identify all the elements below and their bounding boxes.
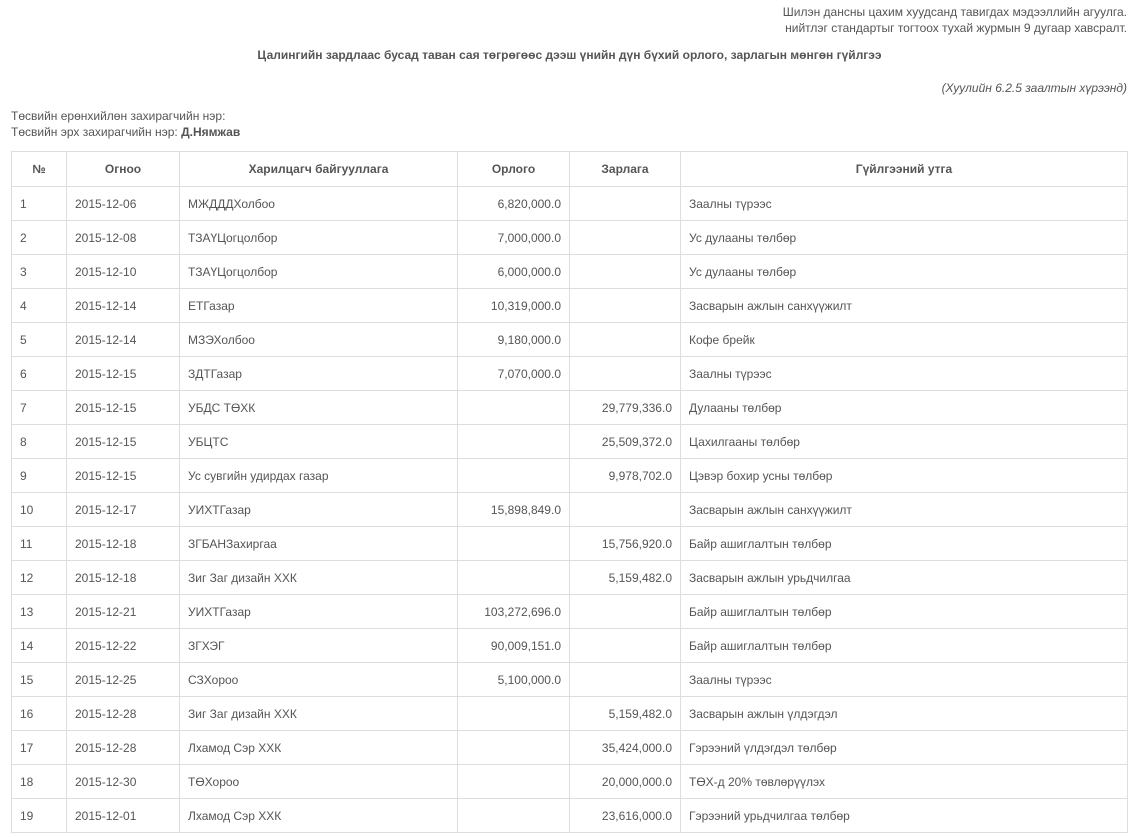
cell-date: 2015-12-22 (67, 629, 180, 663)
cell-income: 90,009,151.0 (458, 629, 570, 663)
law-reference: (Хуулийн 6.2.5 заалтын хүрээнд) (941, 81, 1127, 95)
page-title: Цалингийн зардлаас бусад таван сая төгрөгөөс дээш үнийн дүн бүхий орлого, зарлагын мөнгөн гүйлгээ (257, 48, 882, 62)
cell-date: 2015-12-06 (67, 187, 180, 221)
cell-description: Ус дулааны төлбөр (681, 255, 1128, 289)
cell-partner: Зиг Заг дизайн ХХК (180, 697, 458, 731)
cell-expense (570, 357, 681, 391)
cell-date: 2015-12-14 (67, 289, 180, 323)
table-row (12, 425, 1128, 459)
cell-number: 1 (12, 187, 67, 221)
cell-date: 2015-12-15 (67, 425, 180, 459)
column-header-number: № (12, 152, 67, 187)
cell-expense (570, 493, 681, 527)
cell-income: 9,180,000.0 (458, 323, 570, 357)
cell-description: Засварын ажлын үлдэгдэл (681, 697, 1128, 731)
cell-date: 2015-12-18 (67, 561, 180, 595)
cell-partner: ТЗАҮЦогцолбор (180, 221, 458, 255)
cell-number: 6 (12, 357, 67, 391)
cell-expense (570, 663, 681, 697)
cell-expense: 5,159,482.0 (570, 697, 681, 731)
cell-date: 2015-12-28 (67, 697, 180, 731)
cell-income (458, 391, 570, 425)
column-header-description: Гүйлгээний утга (681, 152, 1128, 187)
cell-description: Кофе брейк (681, 323, 1128, 357)
cell-partner: ЗГХЭГ (180, 629, 458, 663)
cell-partner: ТЗАҮЦогцолбор (180, 255, 458, 289)
cell-expense (570, 289, 681, 323)
table-row (12, 289, 1128, 323)
cell-partner: ЗДТГазар (180, 357, 458, 391)
table-row (12, 391, 1128, 425)
table-row (12, 527, 1128, 561)
cell-date: 2015-12-21 (67, 595, 180, 629)
cell-income (458, 425, 570, 459)
cell-income (458, 697, 570, 731)
direct-manager-name: Д.Нямжав (181, 125, 241, 139)
cell-income: 7,070,000.0 (458, 357, 570, 391)
cell-income (458, 459, 570, 493)
cell-expense (570, 255, 681, 289)
table-body (12, 187, 1128, 833)
cell-expense: 15,756,920.0 (570, 527, 681, 561)
direct-manager-row (11, 124, 240, 140)
cell-partner: ЕТГазар (180, 289, 458, 323)
cell-description: Гэрээний үлдэгдэл төлбөр (681, 731, 1128, 765)
cell-partner: Ус сувгийн удирдах газар (180, 459, 458, 493)
cell-number: 14 (12, 629, 67, 663)
cell-income (458, 561, 570, 595)
cell-partner: ТӨХороо (180, 765, 458, 799)
appendix-note (783, 4, 1127, 36)
cell-description: Заалны түрээс (681, 357, 1128, 391)
cell-description: Заалны түрээс (681, 663, 1128, 697)
column-header-partner: Харилцагч байгууллага (180, 152, 458, 187)
table-row (12, 357, 1128, 391)
table-row (12, 459, 1128, 493)
cell-income: 10,319,000.0 (458, 289, 570, 323)
cell-number: 18 (12, 765, 67, 799)
table-row (12, 493, 1128, 527)
cell-description: ТӨХ-д 20% төвлөрүүлэх (681, 765, 1128, 799)
cell-description: Засварын ажлын санхүүжилт (681, 289, 1128, 323)
cell-description: Ус дулааны төлбөр (681, 221, 1128, 255)
cell-description: Цэвэр бохир усны төлбөр (681, 459, 1128, 493)
cell-partner: МЗЭХолбоо (180, 323, 458, 357)
table-row (12, 629, 1128, 663)
cell-partner: Лхамод Сэр ХХК (180, 799, 458, 833)
cell-partner: УИХТГазар (180, 493, 458, 527)
cell-date: 2015-12-18 (67, 527, 180, 561)
cell-date: 2015-12-01 (67, 799, 180, 833)
cell-date: 2015-12-25 (67, 663, 180, 697)
cell-number: 8 (12, 425, 67, 459)
cell-expense (570, 595, 681, 629)
cell-number: 17 (12, 731, 67, 765)
cell-partner: Зиг Заг дизайн ХХК (180, 561, 458, 595)
cell-income: 103,272,696.0 (458, 595, 570, 629)
direct-manager-label: Төсвийн эрх захирагчийн нэр: (11, 125, 178, 139)
cell-expense: 5,159,482.0 (570, 561, 681, 595)
cell-expense: 29,779,336.0 (570, 391, 681, 425)
cell-number: 9 (12, 459, 67, 493)
cell-number: 7 (12, 391, 67, 425)
cell-date: 2015-12-28 (67, 731, 180, 765)
table-row (12, 731, 1128, 765)
cell-expense: 25,509,372.0 (570, 425, 681, 459)
cell-date: 2015-12-10 (67, 255, 180, 289)
cell-number: 5 (12, 323, 67, 357)
column-header-date: Огноо (67, 152, 180, 187)
table-row (12, 255, 1128, 289)
cell-partner: СЗХороо (180, 663, 458, 697)
cell-number: 16 (12, 697, 67, 731)
cell-description: Засварын ажлын санхүүжилт (681, 493, 1128, 527)
cell-income (458, 527, 570, 561)
cell-expense: 23,616,000.0 (570, 799, 681, 833)
transactions-table (11, 151, 1128, 833)
cell-income: 5,100,000.0 (458, 663, 570, 697)
cell-description: Байр ашиглалтын төлбөр (681, 629, 1128, 663)
table-row (12, 187, 1128, 221)
cell-date: 2015-12-08 (67, 221, 180, 255)
appendix-note-line1: Шилэн дансны цахим хуудсанд тавигдах мэдээллийн агуулга. (782, 5, 1127, 19)
cell-description: Цахилгааны төлбөр (681, 425, 1128, 459)
cell-number: 2 (12, 221, 67, 255)
cell-description: Байр ашиглалтын төлбөр (681, 527, 1128, 561)
cell-partner: Лхамод Сэр ХХК (180, 731, 458, 765)
cell-description: Дулааны төлбөр (681, 391, 1128, 425)
cell-income: 15,898,849.0 (458, 493, 570, 527)
table-header-row (12, 152, 1128, 187)
general-manager-label: Төсвийн ерөнхийлөн захирагчийн нэр: (11, 109, 226, 123)
cell-income (458, 731, 570, 765)
cell-partner: МЖДДДХолбоо (180, 187, 458, 221)
cell-income: 7,000,000.0 (458, 221, 570, 255)
table-row (12, 561, 1128, 595)
budget-managers (11, 108, 240, 140)
cell-date: 2015-12-15 (67, 391, 180, 425)
cell-number: 12 (12, 561, 67, 595)
cell-income (458, 799, 570, 833)
cell-date: 2015-12-17 (67, 493, 180, 527)
cell-number: 13 (12, 595, 67, 629)
cell-income: 6,820,000.0 (458, 187, 570, 221)
cell-expense (570, 629, 681, 663)
cell-income (458, 765, 570, 799)
cell-number: 4 (12, 289, 67, 323)
appendix-note-line2: нийтлэг стандартыг тогтоох тухай журмын 9 дугаар хавсралт. (785, 21, 1127, 35)
cell-expense: 35,424,000.0 (570, 731, 681, 765)
cell-number: 3 (12, 255, 67, 289)
cell-date: 2015-12-14 (67, 323, 180, 357)
cell-partner: ЗГБАНЗахиргаа (180, 527, 458, 561)
general-manager-row (11, 108, 240, 124)
cell-description: Заалны түрээс (681, 187, 1128, 221)
table-row (12, 595, 1128, 629)
column-header-expense: Зарлага (570, 152, 681, 187)
table-row (12, 221, 1128, 255)
cell-expense (570, 323, 681, 357)
cell-number: 15 (12, 663, 67, 697)
cell-expense: 9,978,702.0 (570, 459, 681, 493)
cell-expense (570, 221, 681, 255)
table-row (12, 697, 1128, 731)
cell-number: 11 (12, 527, 67, 561)
cell-partner: УБЦТС (180, 425, 458, 459)
table-row (12, 765, 1128, 799)
cell-description: Байр ашиглалтын төлбөр (681, 595, 1128, 629)
cell-partner: УБДС ТӨХК (180, 391, 458, 425)
cell-expense: 20,000,000.0 (570, 765, 681, 799)
column-header-income: Орлого (458, 152, 570, 187)
cell-number: 10 (12, 493, 67, 527)
table-row (12, 663, 1128, 697)
cell-description: Гэрээний урьдчилгаа төлбөр (681, 799, 1128, 833)
cell-expense (570, 187, 681, 221)
cell-number: 19 (12, 799, 67, 833)
cell-description: Засварын ажлын урьдчилгаа (681, 561, 1128, 595)
table-row (12, 323, 1128, 357)
table-row (12, 799, 1128, 833)
cell-income: 6,000,000.0 (458, 255, 570, 289)
cell-date: 2015-12-30 (67, 765, 180, 799)
cell-partner: УИХТГазар (180, 595, 458, 629)
cell-date: 2015-12-15 (67, 357, 180, 391)
cell-date: 2015-12-15 (67, 459, 180, 493)
